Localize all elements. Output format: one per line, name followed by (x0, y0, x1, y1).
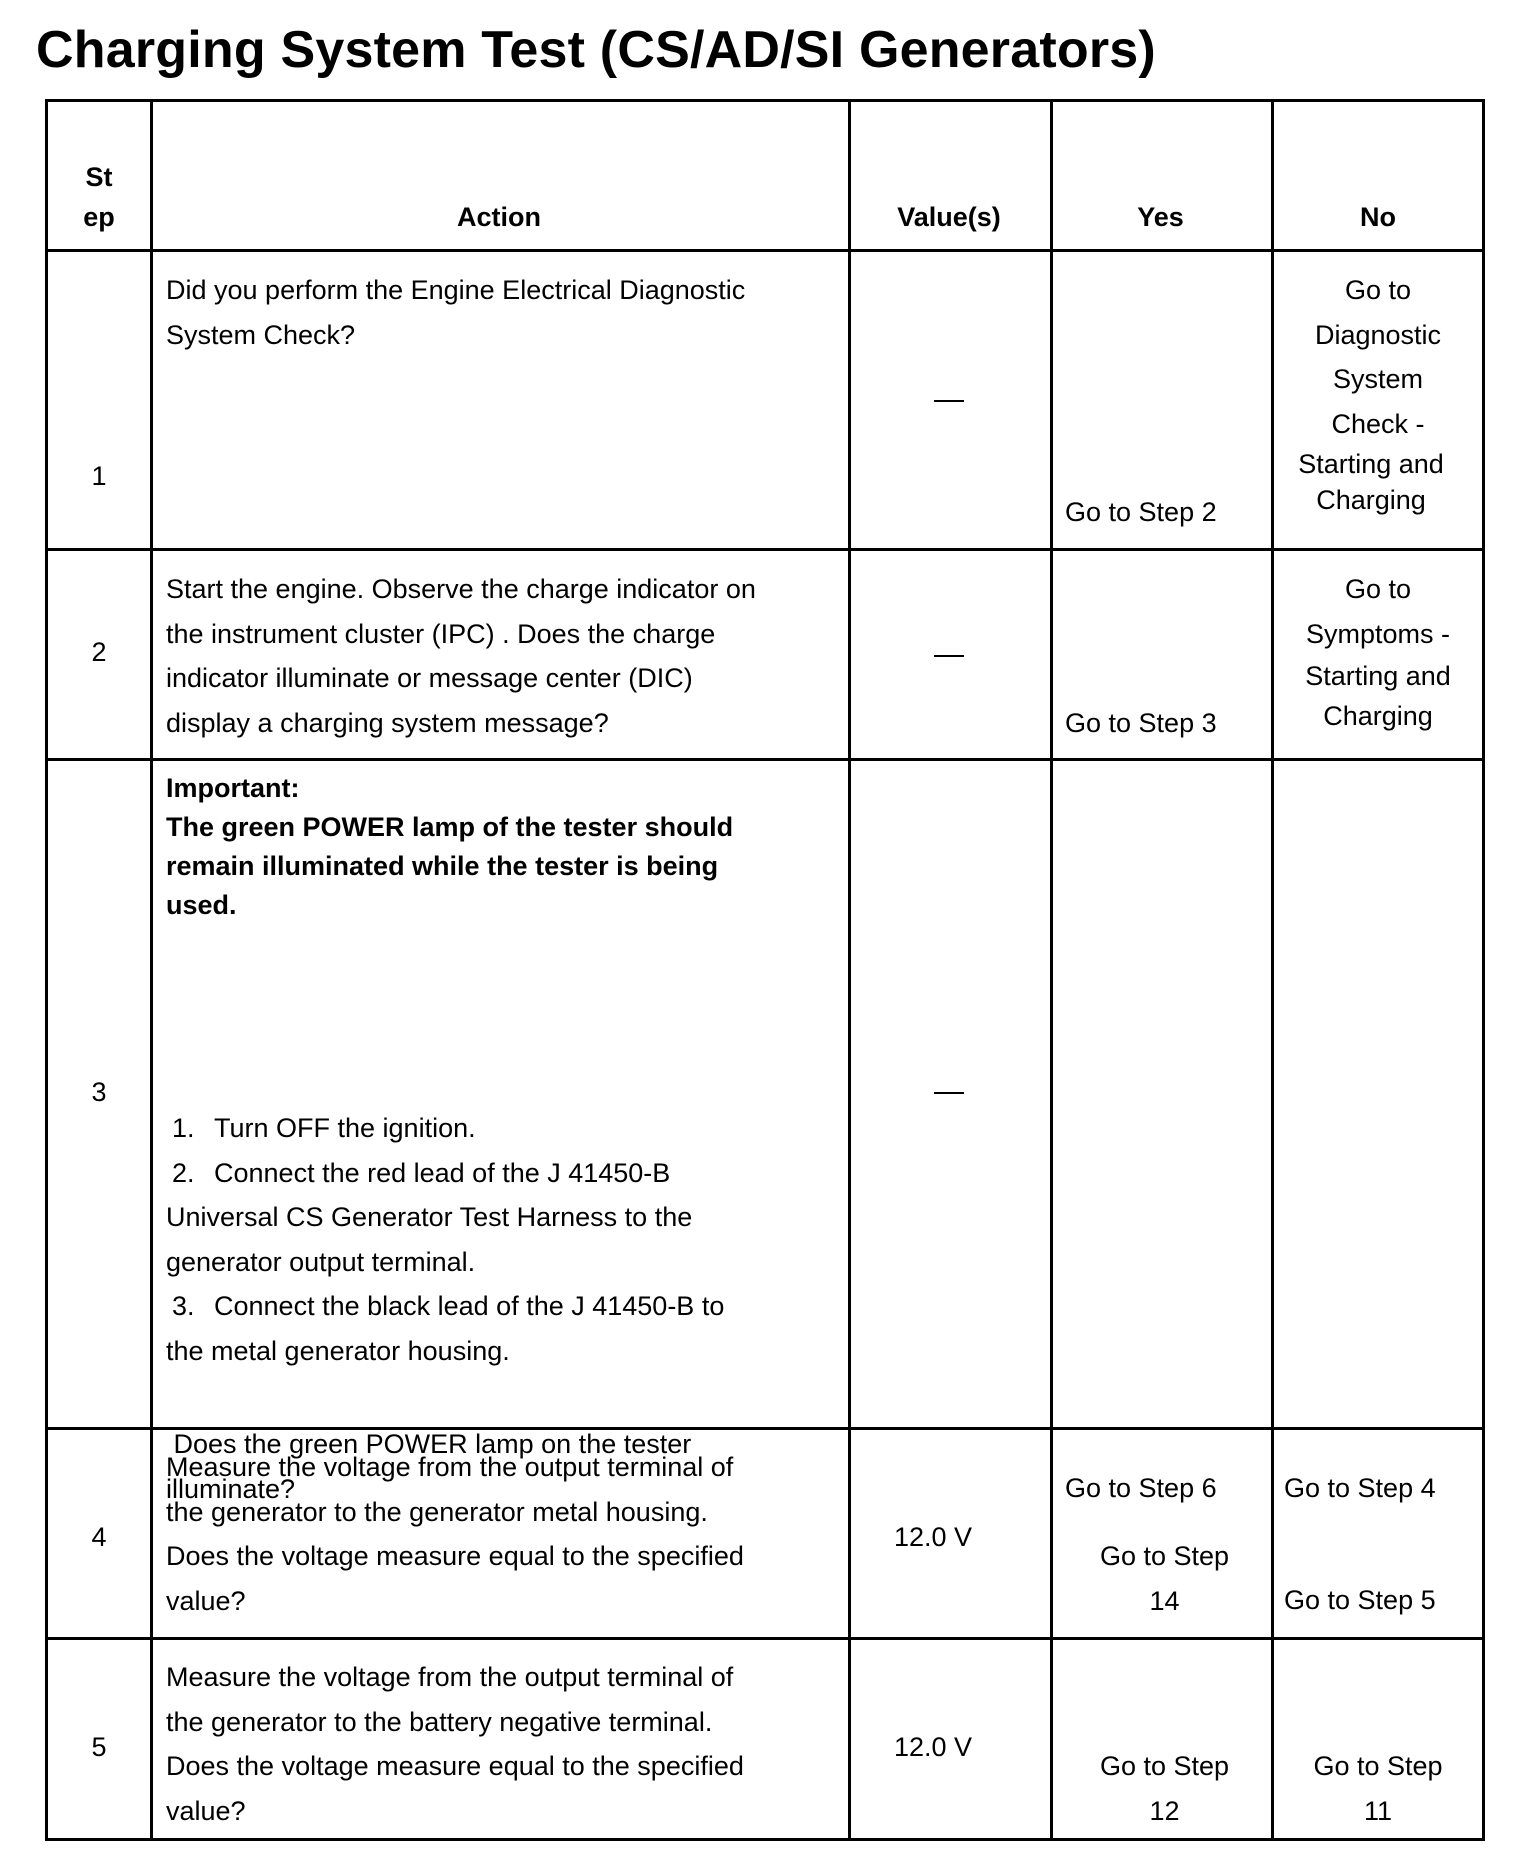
question-line: illuminate? (166, 1473, 296, 1504)
page-title: Charging System Test (CS/AD/SI Generators) (36, 21, 1156, 79)
important-line: remain illuminated while the tester is being (166, 851, 719, 881)
step-number: 1 (91, 461, 107, 491)
column-divider (848, 102, 851, 1838)
header-values: Value(s) (897, 202, 1001, 232)
important-label: Important: (166, 773, 300, 803)
header-step (48, 157, 150, 237)
list-item: generator output terminal. (166, 1246, 476, 1277)
step-number: 5 (91, 1732, 107, 1762)
no-action: Go to Step 4 (1284, 1473, 1436, 1503)
yes-action (1050, 1534, 1271, 1623)
yes-action: Go to Step 2 (1065, 497, 1217, 527)
action-text (166, 1445, 744, 1623)
important-line: The green POWER lamp of the tester should (166, 812, 734, 842)
specified-value: 12.0 V (894, 1732, 973, 1762)
no-line: Check - (1331, 408, 1425, 439)
action-line: Start the engine. Observe the charge indicator on (166, 574, 756, 604)
yes-line: 12 (1149, 1795, 1180, 1826)
header-yes: Yes (1137, 202, 1184, 232)
yes-action: Go to Step 3 (1065, 708, 1217, 738)
action-line: display a charging system message? (166, 707, 609, 738)
no-action (1271, 268, 1485, 518)
header-step-line2: ep (83, 202, 115, 232)
action-text (166, 268, 745, 357)
action-line: Does the voltage measure equal to the specified (166, 1751, 744, 1781)
no-action (1271, 1744, 1485, 1833)
header-action: Action (457, 202, 541, 232)
action-line: the instrument cluster (IPC) . Does the charge (166, 618, 716, 649)
row-divider (48, 758, 1482, 761)
row-divider (48, 548, 1482, 551)
list-item: the metal generator housing. (166, 1335, 510, 1366)
no-line: Symptoms - (1305, 618, 1451, 649)
value-dash (934, 1092, 964, 1094)
no-action: Go to Step 5 (1284, 1585, 1436, 1615)
procedure-steps (166, 1106, 724, 1373)
yes-action (1050, 1744, 1271, 1833)
step-number: 4 (91, 1522, 107, 1552)
step-number: 3 (91, 1077, 107, 1107)
no-line: Charging (1323, 701, 1433, 731)
action-text (166, 567, 756, 745)
action-text (166, 1655, 744, 1833)
list-item: 2. Connect the red lead of the J 41450-B (172, 1157, 671, 1188)
question-line: Does the green POWER lamp on the tester (166, 1429, 692, 1459)
list-item: 1. Turn OFF the ignition. (172, 1113, 476, 1143)
action-line: the generator to the generator metal housing. (166, 1496, 708, 1527)
header-no: No (1360, 202, 1396, 232)
value-dash (934, 400, 964, 402)
value-dash (934, 655, 964, 657)
row-divider (48, 1637, 1482, 1640)
yes-action: Go to Step 6 (1065, 1473, 1217, 1503)
action-line: indicator illuminate or message center (DIC) (166, 663, 693, 693)
test-table (45, 99, 1485, 1841)
no-line: Charging (1316, 485, 1426, 515)
no-line: Go to (1344, 574, 1412, 604)
yes-line: 14 (1149, 1585, 1180, 1616)
list-item: 3. Connect the black lead of the J 41450-B to (172, 1291, 725, 1321)
no-line: Starting and (1305, 661, 1451, 691)
action-line: value? (166, 1795, 246, 1826)
no-line: Starting and (1298, 449, 1444, 479)
no-line: Go to Step (1313, 1751, 1443, 1781)
yes-line: Go to Step (1099, 1751, 1230, 1781)
no-line: 11 (1363, 1795, 1393, 1826)
specified-value: 12.0 V (894, 1522, 973, 1552)
action-line: Measure the voltage from the output terminal of (166, 1662, 734, 1692)
no-line: System (1332, 364, 1424, 394)
action-line: Did you perform the Engine Electrical Diagnostic (166, 275, 746, 305)
row-divider (48, 249, 1482, 252)
column-divider (150, 102, 153, 1838)
action-line: System Check? (166, 319, 356, 350)
important-line: used. (166, 890, 237, 920)
action-line: the generator to the battery negative terminal. (166, 1706, 713, 1737)
step-number: 2 (91, 637, 107, 667)
no-action (1271, 567, 1485, 736)
no-line: Diagnostic (1314, 319, 1442, 350)
action-line: value? (166, 1585, 246, 1616)
action-line: Does the voltage measure equal to the specified (166, 1541, 744, 1571)
header-step-line1: St (85, 162, 113, 192)
yes-line: Go to Step (1099, 1541, 1230, 1571)
important-note (166, 769, 733, 925)
action-line: Measure the voltage from the output terminal of (166, 1452, 734, 1482)
no-line: Go to (1344, 275, 1412, 305)
list-item: Universal CS Generator Test Harness to the (166, 1202, 693, 1232)
